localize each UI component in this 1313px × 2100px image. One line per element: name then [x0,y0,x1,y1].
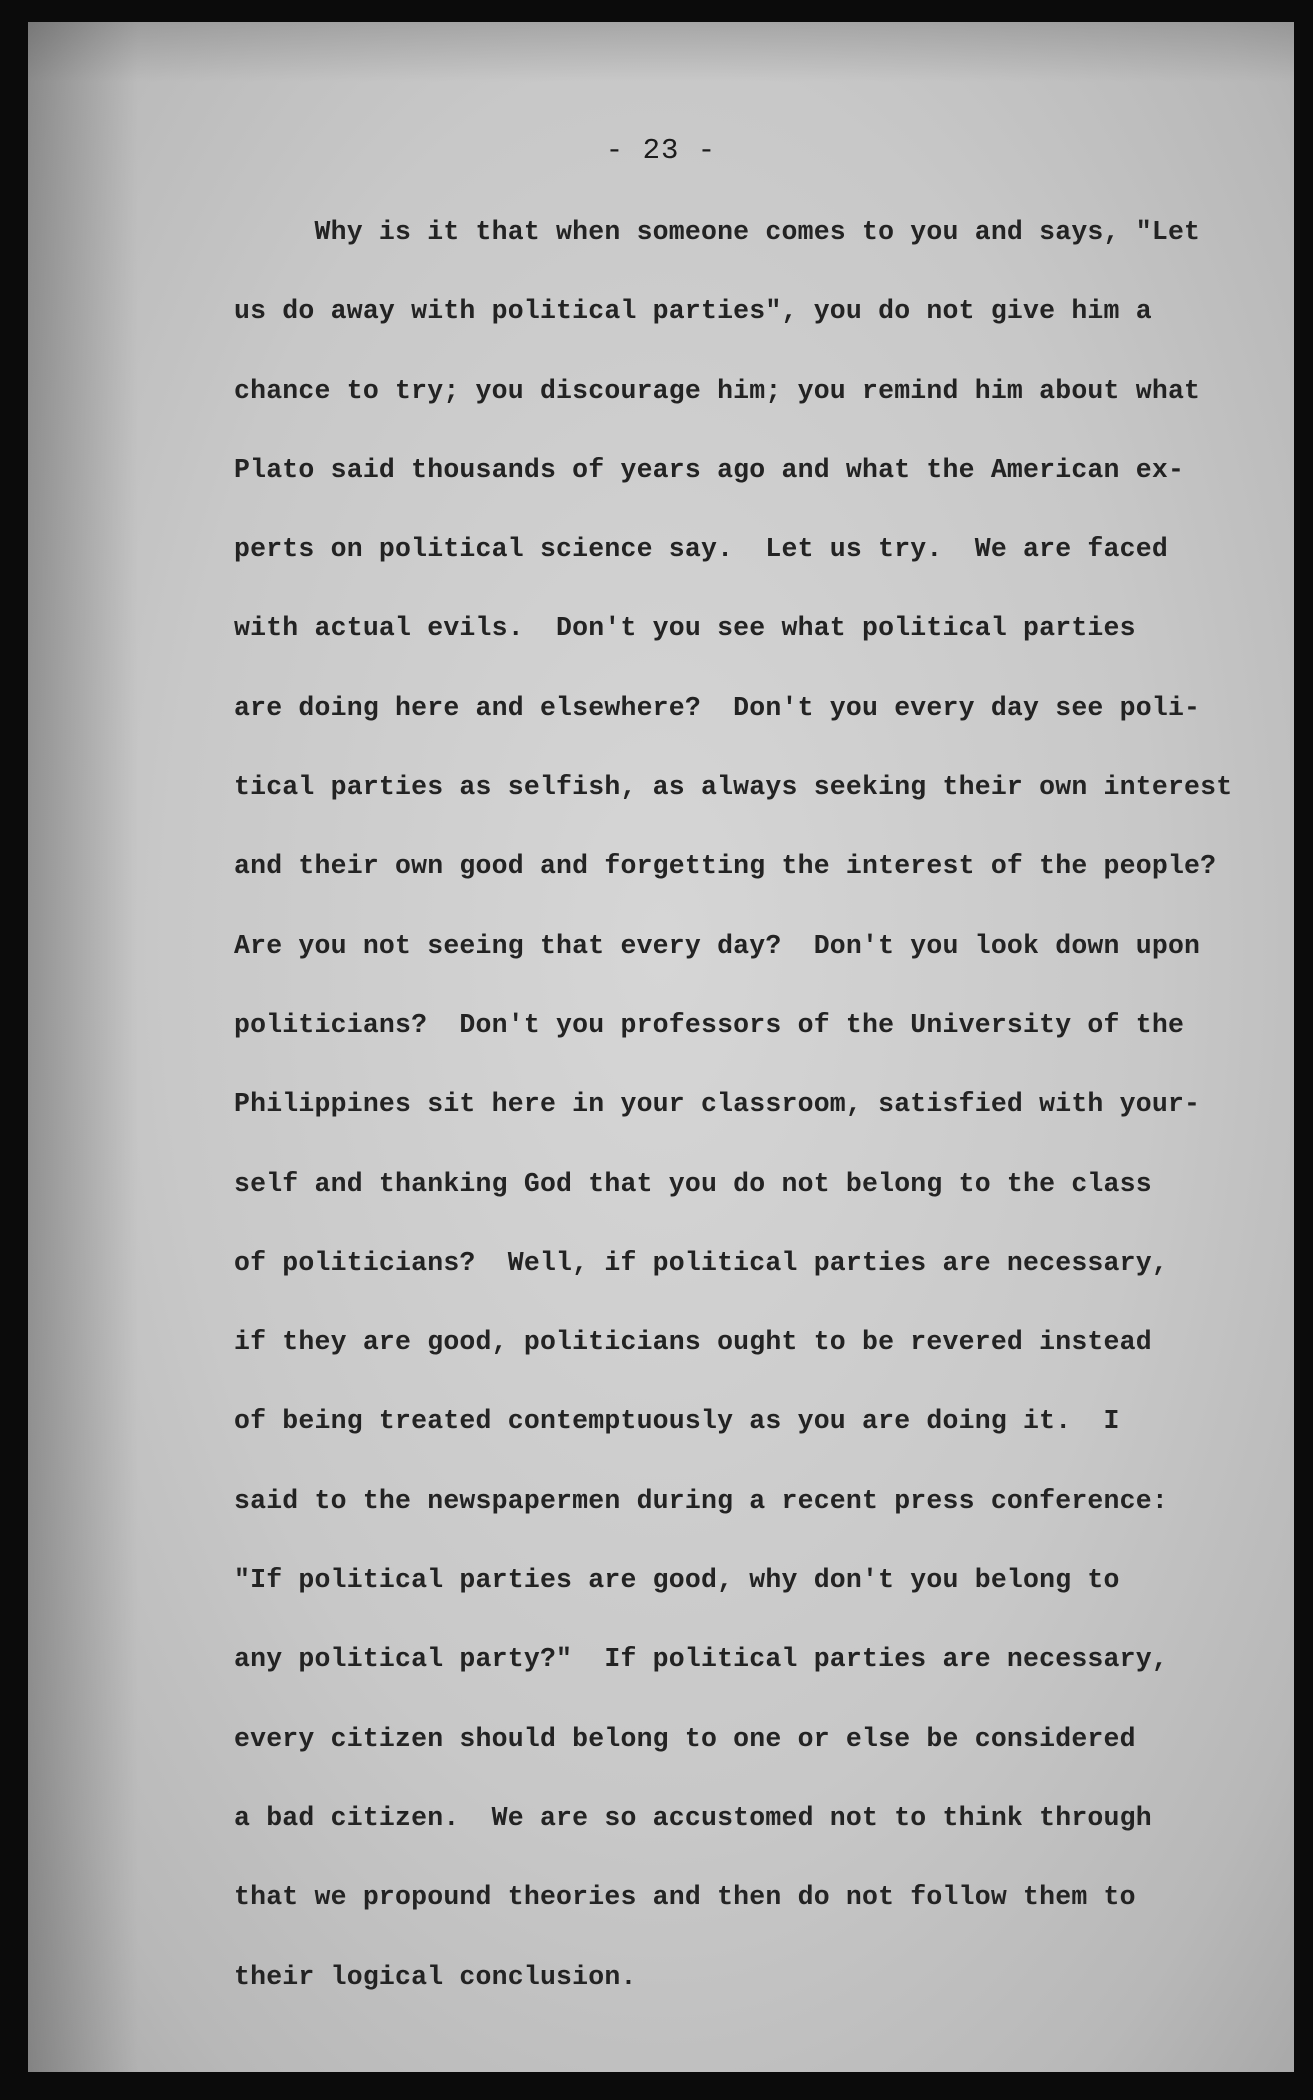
text-line: a bad citizen. We are so accustomed not to think through [234,1802,1152,1833]
text-line: Why is it that when someone comes to you and says, "Let [234,217,1201,247]
text-line: said to the newspapermen during a recent press conference: [234,1485,1168,1516]
text-line: of being treated contemptuously as you are doing it. I [234,1406,1120,1437]
text-line: and their own good and forgetting the interest of the people? [234,851,1217,882]
text-line: tical parties as selfish, as always seeking their own interest [234,772,1233,803]
text-line: their logical conclusion. [234,1961,637,1992]
page-number: - 23 - [605,134,717,167]
text-line: "If political parties are good, why don't you belong to [234,1565,1120,1596]
text-line: every citizen should belong to one or else be considered [234,1723,1136,1754]
text-line: chance to try; you discourage him; you remind him about what [234,375,1201,406]
text-line: perts on political science say. Let us try. We are faced [234,534,1168,565]
document-page [28,22,1294,2072]
text-line: us do away with political parties", you do not give him a [234,296,1152,327]
text-line: of politicians? Well, if political parties are necessary, [234,1247,1168,1278]
text-line: Plato said thousands of years ago and what the American ex- [234,454,1185,485]
text-line: politicians? Don't you professors of the University of the [234,1009,1185,1040]
text-line: with actual evils. Don't you see what political parties [234,613,1136,644]
text-line: self and thanking God that you do not belong to the class [234,1168,1152,1199]
text-line: any political party?" If political parties are necessary, [234,1644,1168,1675]
text-line: Philippines sit here in your classroom, satisfied with your- [234,1089,1201,1120]
body-paragraph [234,212,1244,2036]
text-line: are doing here and elsewhere? Don't you every day see poli- [234,692,1201,723]
text-line: if they are good, politicians ought to be revered instead [234,1327,1152,1358]
text-line: that we propound theories and then do not follow them to [234,1882,1136,1913]
text-line: Are you not seeing that every day? Don't you look down upon [234,930,1201,961]
